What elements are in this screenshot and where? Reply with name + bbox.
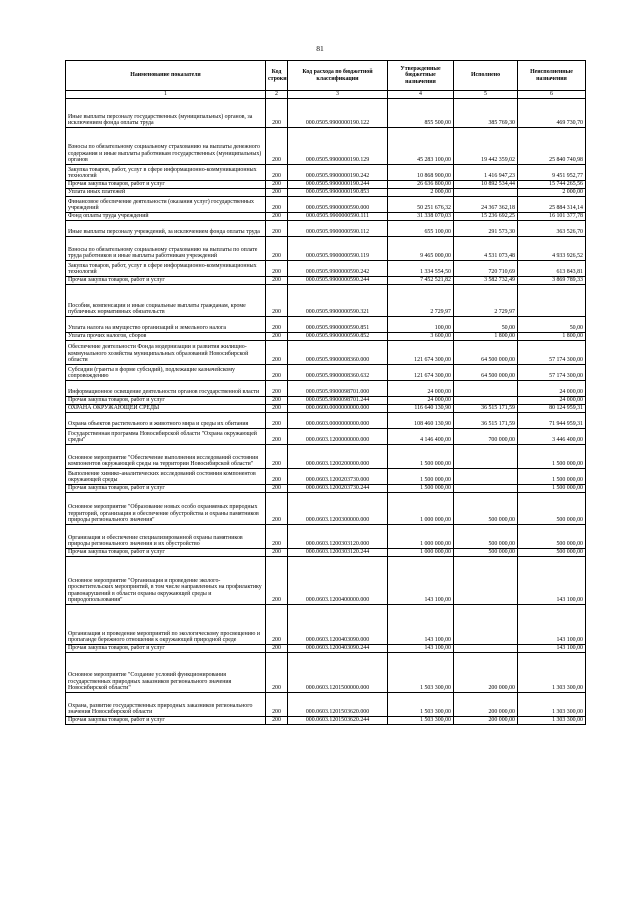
row-executed: 291 573,30 (454, 221, 518, 237)
table-row (66, 333, 586, 341)
row-unexecuted: 24 000,00 (518, 381, 586, 397)
row-executed: 500 000,00 (454, 549, 518, 557)
row-name: Финансовое обеспечение деятельности (оказания услуг) государственных учреждений (66, 197, 266, 213)
row-classification: 000.0603.1200203730.244 (288, 485, 388, 493)
row-classification: 000.0603.1200403090.244 (288, 645, 388, 653)
row-approved: 45 283 100,00 (388, 128, 454, 165)
row-unexecuted: 9 451 952,77 (518, 165, 586, 181)
row-executed: 385 769,30 (454, 99, 518, 128)
row-line-code: 200 (266, 413, 288, 429)
row-approved: 24 000,00 (388, 381, 454, 397)
table-row (66, 197, 586, 213)
row-approved: 143 100,00 (388, 557, 454, 605)
row-classification: 000.0505.9900000590.852 (288, 333, 388, 341)
row-approved: 9 465 000,00 (388, 237, 454, 261)
row-line-code: 200 (266, 645, 288, 653)
row-line-code: 200 (266, 165, 288, 181)
row-line-code: 200 (266, 181, 288, 189)
row-unexecuted: 25 884 314,14 (518, 197, 586, 213)
header-number: 4 (388, 91, 454, 99)
row-line-code: 200 (266, 341, 288, 365)
row-executed (454, 445, 518, 469)
row-name: Прочая закупка товаров, работ и услуг (66, 181, 266, 189)
row-classification: 000.0603.1200300000.000 (288, 493, 388, 525)
row-unexecuted: 363 526,70 (518, 221, 586, 237)
row-approved: 7 452 521,82 (388, 277, 454, 285)
table-row (66, 317, 586, 333)
row-unexecuted: 1 303 300,00 (518, 653, 586, 693)
row-line-code: 200 (266, 197, 288, 213)
row-classification: 000.0505.9900000590.242 (288, 261, 388, 277)
row-approved: 121 674 300,00 (388, 341, 454, 365)
row-line-code: 200 (266, 469, 288, 485)
row-classification: 000.0505.9900000190.122 (288, 99, 388, 128)
row-name: Взносы по обязательному социальному страхованию на выплаты по оплате труда работников и иные выплаты работникам учреждений (66, 237, 266, 261)
table-row (66, 261, 586, 277)
table-row (66, 397, 586, 405)
table-row (66, 653, 586, 693)
row-executed: 500 000,00 (454, 525, 518, 549)
row-executed: 500 000,00 (454, 493, 518, 525)
table-row (66, 237, 586, 261)
row-name: Взносы по обязательному социальному страхованию на выплаты денежного содержания и иные выплаты работникам государственных (муниципальных) органов (66, 128, 266, 165)
table-row (66, 445, 586, 469)
row-line-code: 200 (266, 237, 288, 261)
row-executed (454, 485, 518, 493)
table-row (66, 341, 586, 365)
row-unexecuted: 469 730,70 (518, 99, 586, 128)
row-name: Уплата иных платежей (66, 189, 266, 197)
row-name: ОХРАНА ОКРУЖАЮЩЕЙ СРЕДЫ (66, 405, 266, 413)
row-line-code: 200 (266, 693, 288, 717)
row-classification: 000.0505.9900000590.244 (288, 277, 388, 285)
row-name: Прочая закупка товаров, работ и услуг (66, 645, 266, 653)
row-unexecuted (518, 285, 586, 317)
row-line-code: 200 (266, 333, 288, 341)
row-unexecuted: 57 174 300,00 (518, 365, 586, 381)
row-approved: 2 729,97 (388, 285, 454, 317)
row-executed: 15 236 692,25 (454, 213, 518, 221)
table-row (66, 285, 586, 317)
row-approved: 1 500 000,00 (388, 445, 454, 469)
row-unexecuted: 143 100,00 (518, 645, 586, 653)
budget-table (65, 60, 586, 725)
row-approved: 121 674 300,00 (388, 365, 454, 381)
row-name: Охрана объектов растительного и животного мира и среды их обитания (66, 413, 266, 429)
row-unexecuted: 50,00 (518, 317, 586, 333)
row-name: Закупка товаров, работ, услуг в сфере информационно-коммуникационных технологий (66, 261, 266, 277)
table-row (66, 549, 586, 557)
row-line-code: 200 (266, 653, 288, 693)
row-classification: 000.0603.1201503620.000 (288, 693, 388, 717)
row-line-code: 200 (266, 213, 288, 221)
row-classification: 000.0603.1200000000.000 (288, 429, 388, 445)
row-executed (454, 469, 518, 485)
row-unexecuted: 15 744 265,56 (518, 181, 586, 189)
row-executed: 200 000,00 (454, 693, 518, 717)
row-executed (454, 381, 518, 397)
row-executed: 64 500 000,00 (454, 341, 518, 365)
table-row (66, 429, 586, 445)
row-name: Основное мероприятие "Организация и проведение эколого-просветительских мероприятий, в том числе направленных на профилактику правонарушений в области охраны окружающей среды и природопользования" (66, 557, 266, 605)
row-classification: 000.0603.0000000000.000 (288, 413, 388, 429)
table-row (66, 405, 586, 413)
table-row (66, 717, 586, 725)
row-name: Иные выплаты персоналу учреждений, за исключением фонда оплаты труда (66, 221, 266, 237)
row-executed: 200 000,00 (454, 717, 518, 725)
row-approved: 1 000 000,00 (388, 525, 454, 549)
row-classification: 000.0505.9900000590.119 (288, 237, 388, 261)
row-approved: 26 636 800,00 (388, 181, 454, 189)
row-executed: 19 442 359,02 (454, 128, 518, 165)
row-name: Охрана, развитие государственных природных заказников регионального значения Новосибирской области (66, 693, 266, 717)
row-unexecuted: 1 500 000,00 (518, 485, 586, 493)
row-classification: 000.0505.9900008360.000 (288, 341, 388, 365)
row-line-code: 200 (266, 128, 288, 165)
header-number: 5 (454, 91, 518, 99)
row-classification: 000.0505.9900000590.112 (288, 221, 388, 237)
row-unexecuted: 500 000,00 (518, 525, 586, 549)
row-line-code: 200 (266, 397, 288, 405)
row-line-code: 200 (266, 557, 288, 605)
table-row (66, 381, 586, 397)
row-unexecuted: 2 000,00 (518, 189, 586, 197)
table-row (66, 99, 586, 128)
row-executed (454, 605, 518, 645)
row-name: Уплата прочих налогов, сборов (66, 333, 266, 341)
row-name: Информационное освещение деятельности органов государственной власти (66, 381, 266, 397)
row-name: Выполнение химико-аналитических исследований состояния компонентов окружающей среды (66, 469, 266, 485)
row-name: Прочая закупка товаров, работ и услуг (66, 485, 266, 493)
row-unexecuted: 3 869 789,33 (518, 277, 586, 285)
row-name: Фонд оплаты труда учреждений (66, 213, 266, 221)
row-name: Основное мероприятие "Создание условий функционирования государственных природных заказников регионального значения Новосибирской области" (66, 653, 266, 693)
row-approved: 1 334 554,50 (388, 261, 454, 277)
row-approved: 1 000 000,00 (388, 549, 454, 557)
header-number-row (66, 91, 586, 99)
row-approved: 1 503 300,00 (388, 693, 454, 717)
row-executed: 50,00 (454, 317, 518, 333)
table-row (66, 221, 586, 237)
row-approved: 1 503 300,00 (388, 653, 454, 693)
row-name: Прочая закупка товаров, работ и услуг (66, 277, 266, 285)
row-unexecuted: 25 840 740,98 (518, 128, 586, 165)
row-approved: 655 100,00 (388, 221, 454, 237)
row-approved: 1 503 300,00 (388, 717, 454, 725)
header-row (66, 61, 586, 91)
table-row (66, 469, 586, 485)
row-name: Пособия, компенсации и иные социальные выплаты гражданам, кроме публичных нормативных обязательств (66, 285, 266, 317)
header-classification: Код расхода по бюджетной классификации (288, 61, 388, 91)
header-executed: Исполнено (454, 61, 518, 91)
row-classification: 000.0603.1200303120.000 (288, 525, 388, 549)
row-line-code: 200 (266, 189, 288, 197)
row-classification: 000.0505.9900000190.242 (288, 165, 388, 181)
row-approved: 24 000,00 (388, 397, 454, 405)
table-row (66, 128, 586, 165)
table-row (66, 165, 586, 181)
row-classification: 000.0505.9900000590.321 (288, 285, 388, 317)
row-unexecuted: 500 000,00 (518, 493, 586, 525)
row-unexecuted: 80 124 959,31 (518, 405, 586, 413)
row-name: Прочая закупка товаров, работ и услуг (66, 397, 266, 405)
row-unexecuted: 143 100,00 (518, 605, 586, 645)
row-classification: 000.0505.9900098701.000 (288, 381, 388, 397)
table-row (66, 277, 586, 285)
row-unexecuted: 24 000,00 (518, 397, 586, 405)
row-approved: 855 500,00 (388, 99, 454, 128)
row-executed: 64 500 000,00 (454, 365, 518, 381)
row-executed: 10 892 534,44 (454, 181, 518, 189)
header-unexecuted: Неисполненные назначения (518, 61, 586, 91)
row-unexecuted: 1 303 300,00 (518, 693, 586, 717)
row-line-code: 200 (266, 605, 288, 645)
header-number: 3 (288, 91, 388, 99)
row-approved: 1 500 000,00 (388, 485, 454, 493)
row-line-code: 200 (266, 221, 288, 237)
row-executed (454, 557, 518, 605)
row-classification: 000.0505.9900008360.632 (288, 365, 388, 381)
row-unexecuted: 500 000,00 (518, 549, 586, 557)
page-number: 81 (316, 44, 324, 53)
row-classification: 000.0505.9900000590.851 (288, 317, 388, 333)
table-row (66, 525, 586, 549)
row-executed: 36 515 171,59 (454, 413, 518, 429)
row-line-code: 200 (266, 493, 288, 525)
row-executed: 3 582 732,49 (454, 277, 518, 285)
row-approved: 116 640 130,90 (388, 405, 454, 413)
row-approved: 10 868 900,00 (388, 165, 454, 181)
row-classification: 000.0505.9900000190.244 (288, 181, 388, 189)
row-approved: 1 000 000,00 (388, 493, 454, 525)
row-executed: 1 800,00 (454, 333, 518, 341)
row-line-code: 200 (266, 549, 288, 557)
row-executed: 2 729,97 (454, 285, 518, 317)
row-name: Субсидии (гранты в форме субсидий), подлежащие казначейскому сопровождению (66, 365, 266, 381)
row-line-code: 200 (266, 445, 288, 469)
table-row (66, 557, 586, 605)
row-executed: 36 515 171,59 (454, 405, 518, 413)
row-approved: 143 100,00 (388, 645, 454, 653)
row-classification: 000.0505.9900000590.111 (288, 213, 388, 221)
row-classification: 000.0603.1200200000.000 (288, 445, 388, 469)
row-classification: 000.0603.1200203730.000 (288, 469, 388, 485)
row-name: Государственная программа Новосибирской области "Охрана окружающей среды" (66, 429, 266, 445)
row-approved: 4 146 400,00 (388, 429, 454, 445)
row-executed (454, 189, 518, 197)
table-row (66, 493, 586, 525)
row-approved: 3 600,00 (388, 333, 454, 341)
row-unexecuted: 57 174 300,00 (518, 341, 586, 365)
row-line-code: 200 (266, 717, 288, 725)
row-unexecuted: 4 933 926,52 (518, 237, 586, 261)
row-executed: 1 416 947,23 (454, 165, 518, 181)
row-unexecuted: 1 800,00 (518, 333, 586, 341)
row-name: Уплата налога на имущество организаций и земельного налога (66, 317, 266, 333)
header-number: 2 (266, 91, 288, 99)
table-row (66, 605, 586, 645)
row-executed (454, 397, 518, 405)
row-classification: 000.0505.9900098701.244 (288, 397, 388, 405)
row-name: Иные выплаты персоналу государственных (муниципальных) органов, за исключением фонда оплаты труда (66, 99, 266, 128)
row-name: Организация и обеспечение специализированной охраны памятников природы регионального значения и их обустройство (66, 525, 266, 549)
header-name: Наименование показателя (66, 61, 266, 91)
row-approved: 50 251 676,32 (388, 197, 454, 213)
row-executed: 4 531 073,48 (454, 237, 518, 261)
table-row (66, 365, 586, 381)
table-row (66, 485, 586, 493)
row-executed: 720 710,69 (454, 261, 518, 277)
table-row (66, 693, 586, 717)
row-name: Прочая закупка товаров, работ и услуг (66, 717, 266, 725)
row-line-code: 200 (266, 277, 288, 285)
row-classification: 000.0505.9900000590.000 (288, 197, 388, 213)
row-line-code: 200 (266, 99, 288, 128)
row-line-code: 200 (266, 285, 288, 317)
row-line-code: 200 (266, 261, 288, 277)
row-unexecuted: 1 500 000,00 (518, 469, 586, 485)
row-classification: 000.0603.1201503620.244 (288, 717, 388, 725)
row-classification: 000.0505.9900000190.853 (288, 189, 388, 197)
row-unexecuted: 143 100,00 (518, 557, 586, 605)
row-line-code: 200 (266, 525, 288, 549)
row-approved: 2 000,00 (388, 189, 454, 197)
row-line-code: 200 (266, 381, 288, 397)
row-unexecuted: 3 446 400,00 (518, 429, 586, 445)
row-unexecuted: 1 303 300,00 (518, 717, 586, 725)
row-classification: 000.0600.0000000000.000 (288, 405, 388, 413)
row-executed: 24 367 362,18 (454, 197, 518, 213)
header-approved: Утвержденные бюджетные назначения (388, 61, 454, 91)
row-classification: 000.0603.1200403090.000 (288, 605, 388, 645)
row-line-code: 200 (266, 485, 288, 493)
row-line-code: 200 (266, 405, 288, 413)
table-row (66, 413, 586, 429)
row-classification: 000.0603.1200400000.000 (288, 557, 388, 605)
row-line-code: 200 (266, 429, 288, 445)
row-executed: 200 000,00 (454, 653, 518, 693)
table-row (66, 213, 586, 221)
row-name: Организация и проведение мероприятий по экологическому просвещению и пропаганде бережного отношения к окружающей природной среде (66, 605, 266, 645)
row-line-code: 200 (266, 317, 288, 333)
header-line-code: Код строки (266, 61, 288, 91)
row-name: Закупка товаров, работ, услуг в сфере информационно-коммуникационных технологий (66, 165, 266, 181)
row-name: Обеспечение деятельности Фонда модернизации и развития жилищно-коммунального хозяйства муниципальных образований Новосибирской области (66, 341, 266, 365)
row-unexecuted: 1 500 000,00 (518, 445, 586, 469)
table-row (66, 181, 586, 189)
row-approved: 1 500 000,00 (388, 469, 454, 485)
row-unexecuted: 613 843,81 (518, 261, 586, 277)
row-approved: 100,00 (388, 317, 454, 333)
row-unexecuted: 71 944 959,31 (518, 413, 586, 429)
row-name: Прочая закупка товаров, работ и услуг (66, 549, 266, 557)
row-executed: 700 000,00 (454, 429, 518, 445)
row-name: Основное мероприятие "Обеспечение выполнения исследований состояния компонентов окружающей среды на территории Новосибирской области" (66, 445, 266, 469)
row-approved: 31 338 070,03 (388, 213, 454, 221)
table-row (66, 189, 586, 197)
row-classification: 000.0603.1200303120.244 (288, 549, 388, 557)
row-classification: 000.0505.9900000190.129 (288, 128, 388, 165)
row-approved: 108 460 130,90 (388, 413, 454, 429)
row-executed (454, 645, 518, 653)
row-unexecuted: 16 101 377,78 (518, 213, 586, 221)
table-row (66, 645, 586, 653)
row-name: Основное мероприятие "Образование новых особо охраняемых природных территорий, организация и обеспечение обустройства и охраны памятников природы регионального значения" (66, 493, 266, 525)
row-approved: 143 100,00 (388, 605, 454, 645)
header-number: 6 (518, 91, 586, 99)
row-line-code: 200 (266, 365, 288, 381)
header-number: 1 (66, 91, 266, 99)
row-classification: 000.0603.1201500000.000 (288, 653, 388, 693)
